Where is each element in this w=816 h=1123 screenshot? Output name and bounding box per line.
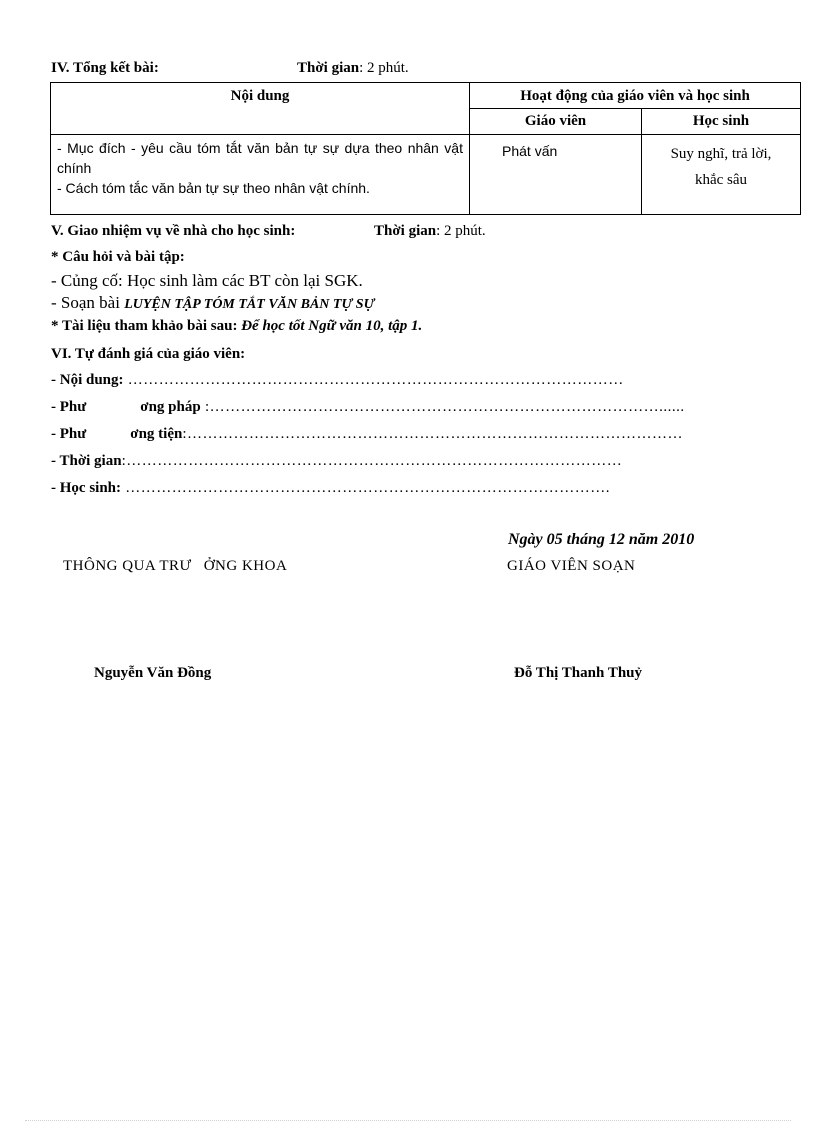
left-signature-title <box>63 558 287 575</box>
left-signature-title-b: ỞNG KHOA <box>203 558 288 574</box>
eval-means-label: - Phư <box>51 426 87 442</box>
student-activity-cell <box>642 135 801 215</box>
homework-item-2 <box>51 293 374 313</box>
eval-method-label: - Phư <box>51 399 87 415</box>
homework-item-2-title: LUYỆN TẬP TÓM TẮT VĂN BẢN TỰ SỰ <box>124 297 375 312</box>
eval-method-dots: :……………………………………………………………………………...... <box>200 399 685 415</box>
section-5-title: V. Giao nhiệm vụ về nhà cho học sinh: <box>51 223 296 239</box>
eval-time-dots: :…………………………………………………………………………………… <box>121 453 623 469</box>
header-content: Nội dung <box>51 83 470 135</box>
homework-item-2-prefix: - Soạn bài <box>51 293 125 312</box>
right-signature-title: GIÁO VIÊN SOẠN <box>507 558 636 574</box>
eval-means-dots: :…………………………………………………………………………………… <box>182 426 683 442</box>
eval-method-row <box>51 399 685 416</box>
content-line-1: - Mục đích - yêu cầu tóm tắt văn bản tự sự dựa theo nhân vật chính <box>57 140 463 176</box>
eval-method-label-rest: ơng pháp <box>140 399 201 415</box>
signature-date: Ngày 05 tháng 12 năm 2010 <box>508 531 695 548</box>
student-activity-line-2: khắc sâu <box>694 172 748 188</box>
teacher-activity: Phát vấn <box>502 143 558 159</box>
section-4-time-value: : 2 phút. <box>359 60 409 76</box>
eval-students-dots: …………………………………………………………………………………. <box>121 480 611 496</box>
left-signature-title-a: THÔNG QUA TRƯ <box>63 558 192 574</box>
lesson-summary-table <box>50 82 801 215</box>
reference-title: Để học tốt Ngữ văn 10, tập 1. <box>241 318 423 334</box>
eval-students-row <box>51 480 610 497</box>
homework-item-1: - Củng cố: Học sinh làm các BT còn lại SGK. <box>51 271 363 290</box>
section-5-time-value: : 2 phút. <box>436 223 486 239</box>
questions-heading: * Câu hỏi và bài tập: <box>51 249 185 265</box>
content-line-2: - Cách tóm tắc văn bản tự sự theo nhân vật chính. <box>57 180 370 196</box>
right-signer-name: Đỗ Thị Thanh Thuỷ <box>514 665 643 681</box>
section-5-time <box>374 223 486 240</box>
section-4-title: IV. Tổng kết bài: <box>51 60 159 76</box>
eval-students-label: - Học sinh: <box>51 480 122 496</box>
section-4-time-label: Thời gian <box>297 60 360 76</box>
content-cell <box>51 135 470 215</box>
header-student: Học sinh <box>642 109 801 135</box>
reference-prefix: * Tài liệu tham khảo bài sau: <box>51 318 242 334</box>
eval-content-dots: …………………………………………………………………………………… <box>123 372 624 388</box>
teacher-activity-cell <box>470 135 642 215</box>
left-signer-name: Nguyễn Văn Đồng <box>94 665 212 681</box>
eval-content-label: - Nội dung: <box>51 372 124 388</box>
header-activity: Hoạt động của giáo viên và học sinh <box>470 83 801 109</box>
section-5-time-label: Thời gian <box>374 223 437 239</box>
eval-means-row <box>51 426 683 443</box>
header-teacher: Giáo viên <box>470 109 642 135</box>
eval-content-row <box>51 372 624 389</box>
reference-line <box>51 318 422 335</box>
eval-time-row <box>51 453 622 470</box>
eval-means-label-rest: ơng tiện <box>130 426 183 442</box>
page-bottom-rule <box>25 1120 791 1121</box>
section-6-title: VI. Tự đánh giá của giáo viên: <box>51 346 246 362</box>
eval-time-label: - Thời gian <box>51 453 122 469</box>
section-4-time <box>297 60 409 77</box>
student-activity-line-1: Suy nghĩ, trả lời, <box>670 146 772 162</box>
